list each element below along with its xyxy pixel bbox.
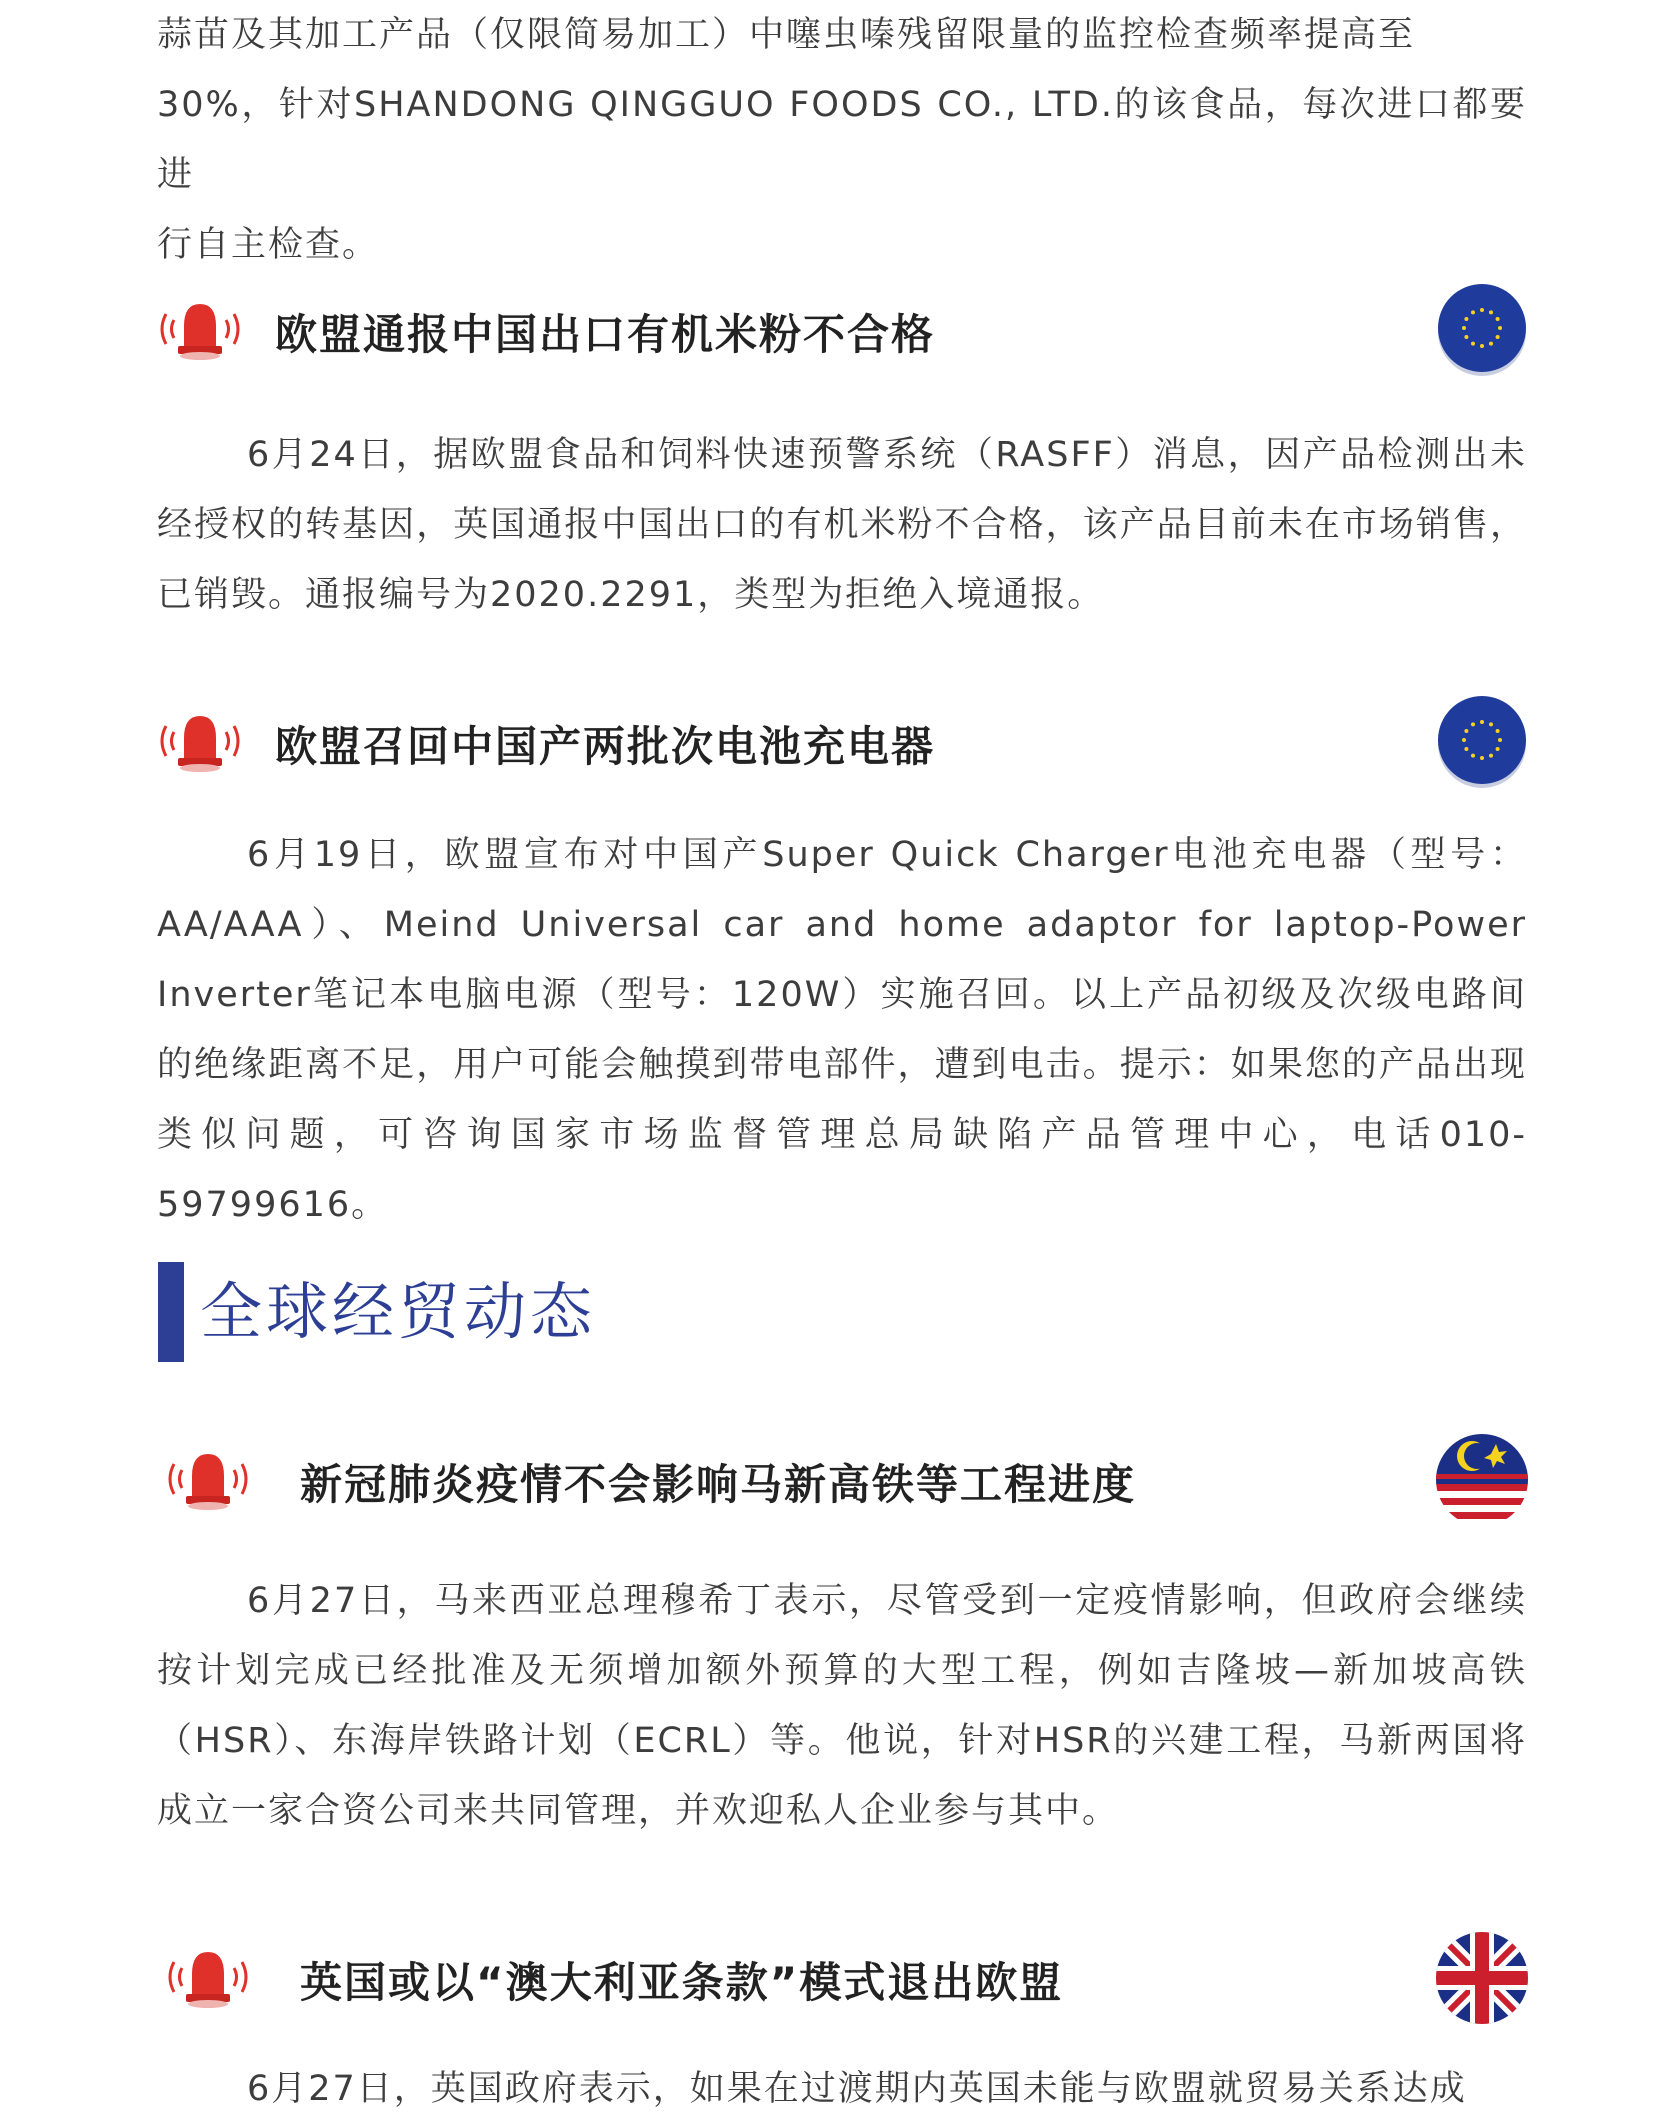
alarm-bell-icon [150, 708, 250, 774]
intro-line: 行自主检查。 [157, 225, 380, 265]
alarm-bell-icon [158, 1944, 258, 2010]
intro-paragraph [157, 0, 1527, 280]
uk-flag-icon [1434, 1930, 1530, 2026]
section-accent-bar [158, 1262, 184, 1362]
news-body: 6月24日，据欧盟食品和饲料快速预警系统（RASFF）消息，因产品检测出未经授权的转基因，英国通报中国出口的有机米粉不合格，该产品目前未在市场销售，已销毁。通报编号为2020.2291，类型为拒绝入境通报。 [157, 435, 1527, 615]
alarm-bell-icon [158, 1446, 258, 1512]
news-title: 欧盟召回中国产两批次电池充电器 [275, 722, 936, 771]
malaysia-flag-icon [1434, 1432, 1530, 1528]
news-header [150, 1930, 1530, 2030]
intro-line: 30%，针对SHANDONG QINGGUO FOODS CO., LTD.的该食品，每次进口都要进 [157, 85, 1527, 195]
eu-flag-icon [1434, 282, 1530, 378]
news-title: 欧盟通报中国出口有机米粉不合格 [275, 310, 936, 359]
news-title: 新冠肺炎疫情不会影响马新高铁等工程进度 [300, 1460, 1137, 1509]
eu-flag-icon [1434, 694, 1530, 790]
alarm-bell-icon [150, 296, 250, 362]
news-header [150, 282, 1530, 382]
news-body: 6月27日，英国政府表示，如果在过渡期内英国未能与欧盟就贸易关系达成 [247, 2069, 1467, 2109]
intro-line: 蒜苗及其加工产品（仅限简易加工）中噻虫嗪残留限量的监控检查频率提高至 [157, 15, 1416, 55]
news-header [150, 694, 1530, 794]
news-body: 6月19日，欧盟宣布对中国产Super Quick Charger电池充电器（型号：AA/AAA）、Meind Universal car and home adaptor for laptop-Power Inverter笔记本电脑电源（型号：120W）实施召回。以上产品初级及次级电路间的绝缘距离不足，用户可能会触摸到带电部件，遭到电击。提示：如果您的产品出现类似问题，可咨询国家市场监督管理总局缺陷产品管理中心，电话010-59799616。 [157, 835, 1527, 1225]
section-title: 全球经贸动态 [200, 1275, 597, 1348]
news-body: 6月27日，马来西亚总理穆希丁表示，尽管受到一定疫情影响，但政府会继续按计划完成已经批准及无须增加额外预算的大型工程，例如吉隆坡—新加坡高铁（HSR）、东海岸铁路计划（ECRL）等。他说，针对HSR的兴建工程，马新两国将成立一家合资公司来共同管理，并欢迎私人企业参与其中。 [157, 1581, 1527, 1831]
news-title: 英国或以“澳大利亚条款”模式退出欧盟 [300, 1958, 1064, 2007]
news-header [150, 1432, 1530, 1532]
